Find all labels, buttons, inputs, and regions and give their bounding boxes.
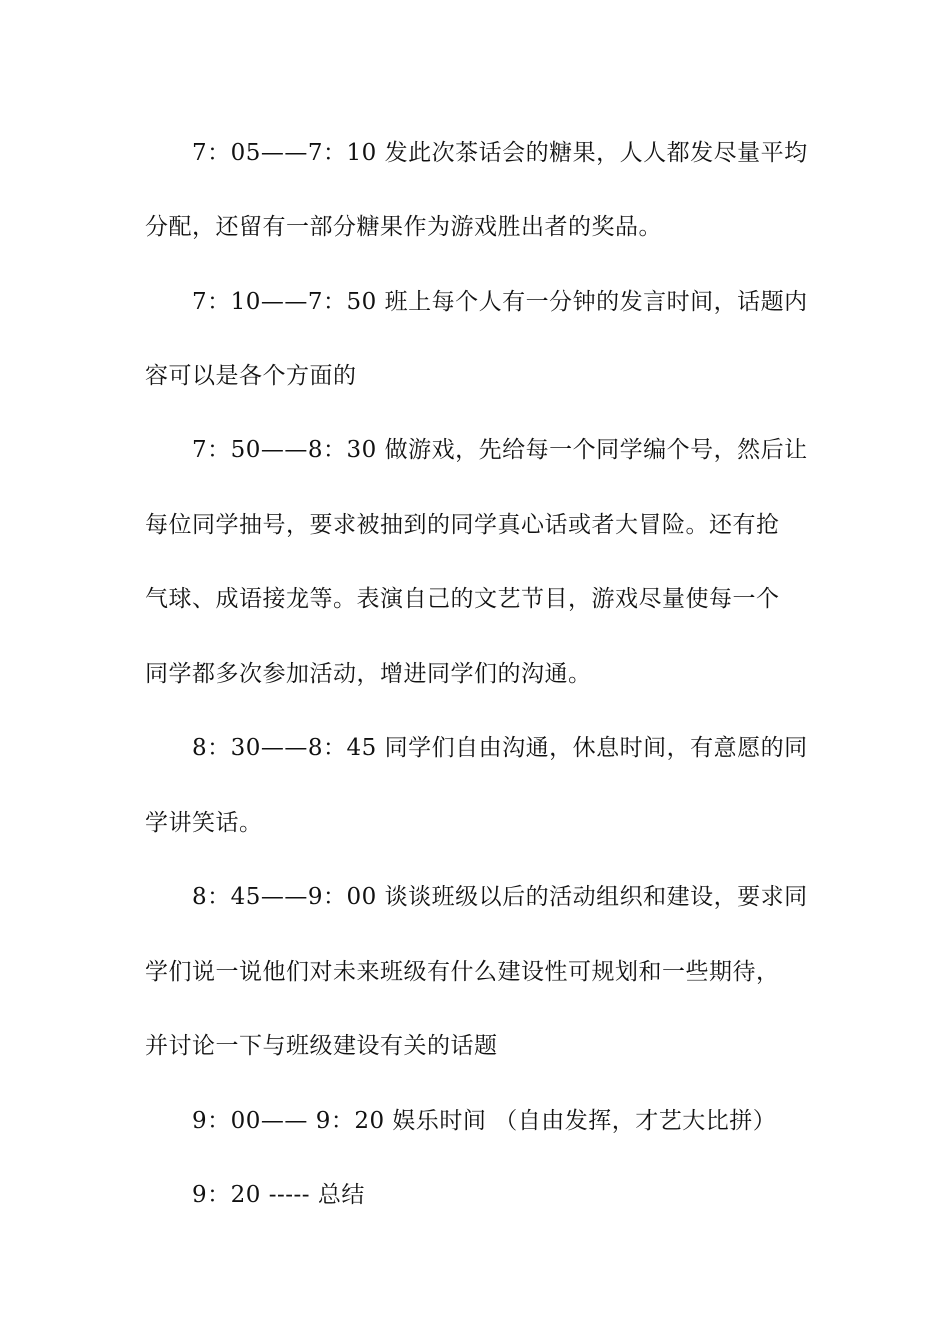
paragraph-line: 分配，还留有一部分糖果作为游戏胜出者的奖品。 <box>145 214 662 240</box>
paragraph-line: 每位同学抽号，要求被抽到的同学真心话或者大冒险。还有抢 <box>145 512 780 538</box>
paragraph-line: 学们说一说他们对未来班级有什么建设性可规划和一些期待， <box>145 959 780 985</box>
paragraph-line: 学讲笑话。 <box>145 810 263 836</box>
paragraph-line: 气球、成语接龙等。表演自己的文艺节目，游戏尽量使每一个 <box>145 586 780 612</box>
paragraph-line: 8：30——8：45 同学们自由沟通，休息时间，有意愿的同 <box>192 735 808 761</box>
paragraph-line: 9：20 ----- 总结 <box>192 1182 365 1208</box>
paragraph-line: 并讨论一下与班级建设有关的话题 <box>145 1033 498 1059</box>
paragraph-line: 7：05——7：10 发此次茶话会的糖果，人人都发尽量平均 <box>192 140 808 166</box>
paragraph-line: 同学都多次参加活动，增进同学们的沟通。 <box>145 661 592 687</box>
paragraph-line: 8：45——9：00 谈谈班级以后的活动组织和建设，要求同 <box>192 884 808 910</box>
paragraph-line: 7：50——8：30 做游戏，先给每一个同学编个号，然后让 <box>192 437 808 463</box>
paragraph-line: 9：00—— 9：20 娱乐时间 （自由发挥，才艺大比拼） <box>192 1108 777 1134</box>
paragraph-line: 容可以是各个方面的 <box>145 363 357 389</box>
paragraph-line: 7：10——7：50 班上每个人有一分钟的发言时间，话题内 <box>192 289 808 315</box>
